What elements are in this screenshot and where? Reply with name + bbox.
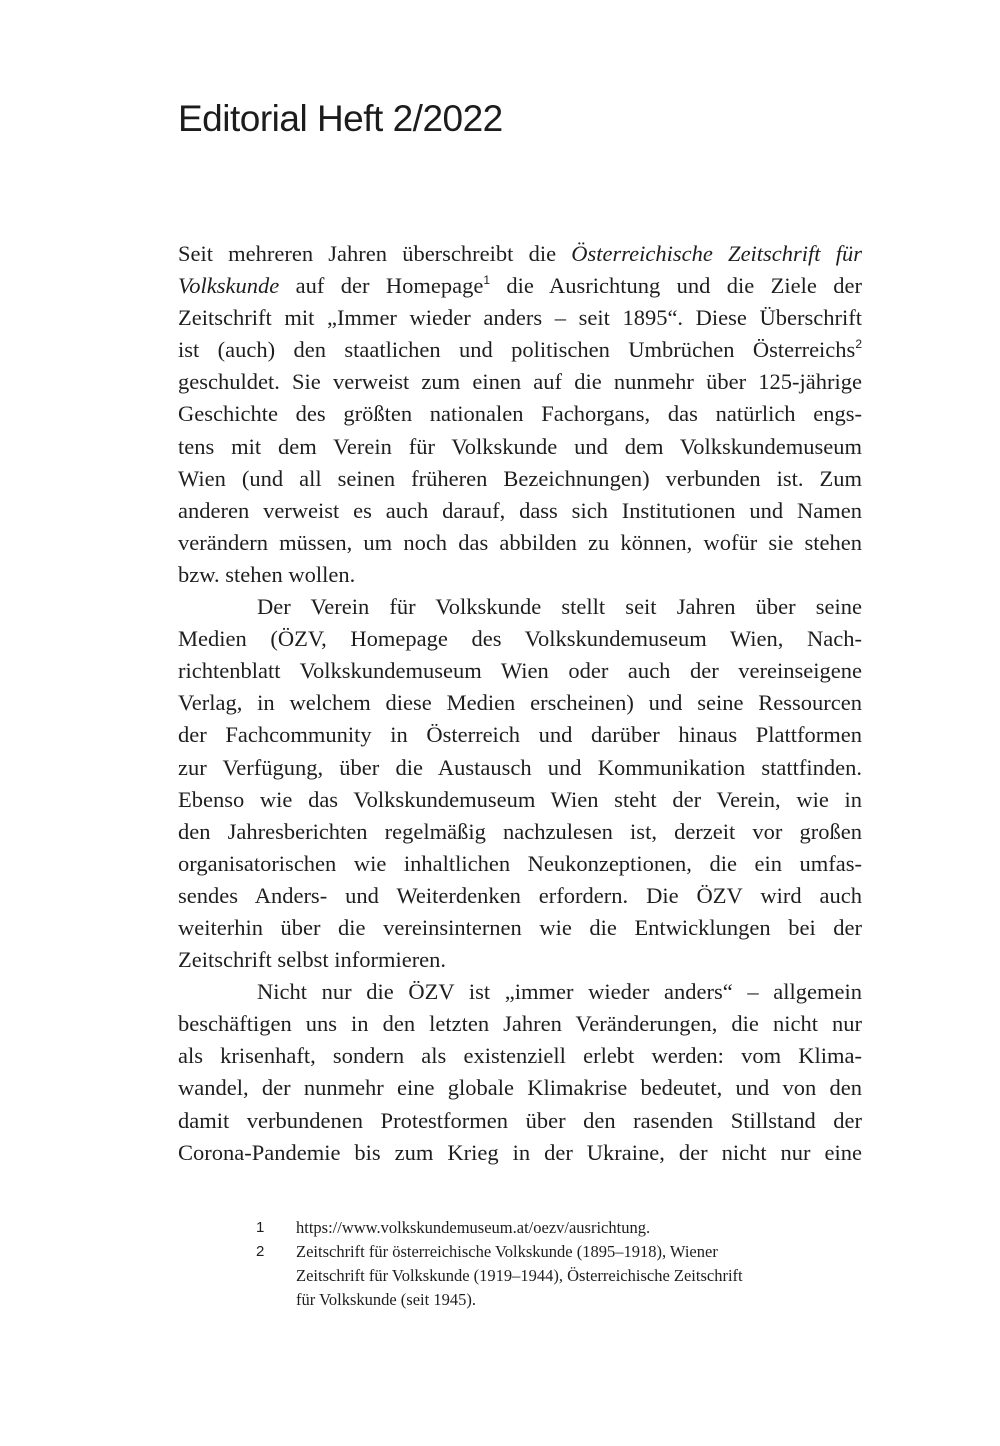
body-line: geschuldet. Sie verweist zum einen auf die nunmehr über 125-jährige xyxy=(178,369,862,395)
body-line: richtenblatt Volkskundemuseum Wien oder auch der vereinseigene xyxy=(178,658,862,684)
body-line: beschäftigen uns in den letzten Jahren Veränderungen, die nicht nur xyxy=(178,1011,862,1037)
body-line: organisatorischen wie inhaltlichen Neukonzeptionen, die ein umfas- xyxy=(178,850,862,876)
paragraph-start: Der Verein für Volkskunde stellt seit Jahren über seine xyxy=(257,594,862,620)
body-line: ist (auch) den staatlichen und politischen Umbrüchen Österreichs$^2$ xyxy=(178,337,862,363)
body-line: Geschichte des größten nationalen Fachorgans, das natürlich engs- xyxy=(178,401,862,427)
body-line: Verlag, in welchem diese Medien erscheinen) und seine Ressourcen xyxy=(178,690,862,716)
footnote-2 xyxy=(256,1240,816,1312)
body-line: Medien (ÖZV, Homepage des Volkskundemuseum Wien, Nach- xyxy=(178,626,862,652)
body-line: verändern müssen, um noch das abbilden zu können, wofür sie stehen xyxy=(178,529,862,555)
body-line: Zeitschrift selbst informieren. xyxy=(178,947,447,973)
footnote-1 xyxy=(256,1216,816,1240)
body-line: sendes Anders- und Weiterdenken erfordern. Die ÖZV wird auch xyxy=(178,882,862,908)
body-text xyxy=(178,238,862,1169)
journal-title-italic: Österreichische Zeitschrift für xyxy=(571,241,862,266)
paragraph-start: Nicht nur die ÖZV ist „immer wieder anders“ – allgemein xyxy=(257,979,862,1005)
body-line: anderen verweist es auch darauf, dass sich Institutionen und Namen xyxy=(178,497,862,523)
page-title: Editorial Heft 2/2022 xyxy=(178,98,503,139)
footnote-ref-2[interactable]: 2 xyxy=(855,337,862,352)
body-line: weiterhin über die vereinsinternen wie die Entwicklungen bei der xyxy=(178,914,862,940)
body-line: Volkskunde auf der Homepage$^1$ die Ausrichtung und die Ziele der xyxy=(178,273,863,299)
body-line: bzw. stehen wollen. xyxy=(178,561,356,587)
footnote-number: 2 xyxy=(256,1243,265,1260)
journal-title-italic: Volkskunde xyxy=(178,273,280,299)
body-line: damit verbundenen Protestformen über den rasenden Stillstand der xyxy=(178,1107,862,1133)
body-line: zur Verfügung, über die Austausch und Kommunikation stattfinden. xyxy=(178,754,862,780)
body-line: Corona-Pandemie bis zum Krieg in der Ukraine, der nicht nur eine xyxy=(178,1139,862,1165)
body-line: der Fachcommunity in Österreich und darüber hinaus Plattformen xyxy=(178,722,862,748)
body-line: Seit mehreren Jahren überschreibt die Österreichische Zeitschrift für xyxy=(178,241,862,266)
body-line: wandel, der nunmehr eine globale Klimakrise bedeutet, und von den xyxy=(178,1075,862,1101)
footnote-text: Zeitschrift für österreichische Volkskunde (1895–1918), Wiener Zeitschrift für Volkskunde (1919–1944), Österreichische Zeitschrift für Volkskunde (seit 1945). xyxy=(296,1242,743,1309)
body-line: als krisenhaft, sondern als existenziell erlebt werden: vom Klima- xyxy=(178,1043,862,1069)
body-line: tens mit dem Verein für Volkskunde und dem Volkskundemuseum xyxy=(178,433,862,459)
footnotes xyxy=(256,1216,816,1312)
body-line: Wien (und all seinen früheren Bezeichnungen) verbunden ist. Zum xyxy=(178,465,862,491)
body-line: Zeitschrift mit „Immer wieder anders – seit 1895“. Diese Überschrift xyxy=(178,305,862,331)
footnote-number: 1 xyxy=(256,1219,265,1236)
footnote-link[interactable]: https://www.volkskundemuseum.at/oezv/ausrichtung. xyxy=(296,1218,651,1237)
footnote-ref-1[interactable]: 1 xyxy=(483,273,490,288)
body-line: den Jahresberichten regelmäßig nachzulesen ist, derzeit vor großen xyxy=(178,818,862,844)
body-line: Ebenso wie das Volkskundemuseum Wien steht der Verein, wie in xyxy=(178,786,862,812)
